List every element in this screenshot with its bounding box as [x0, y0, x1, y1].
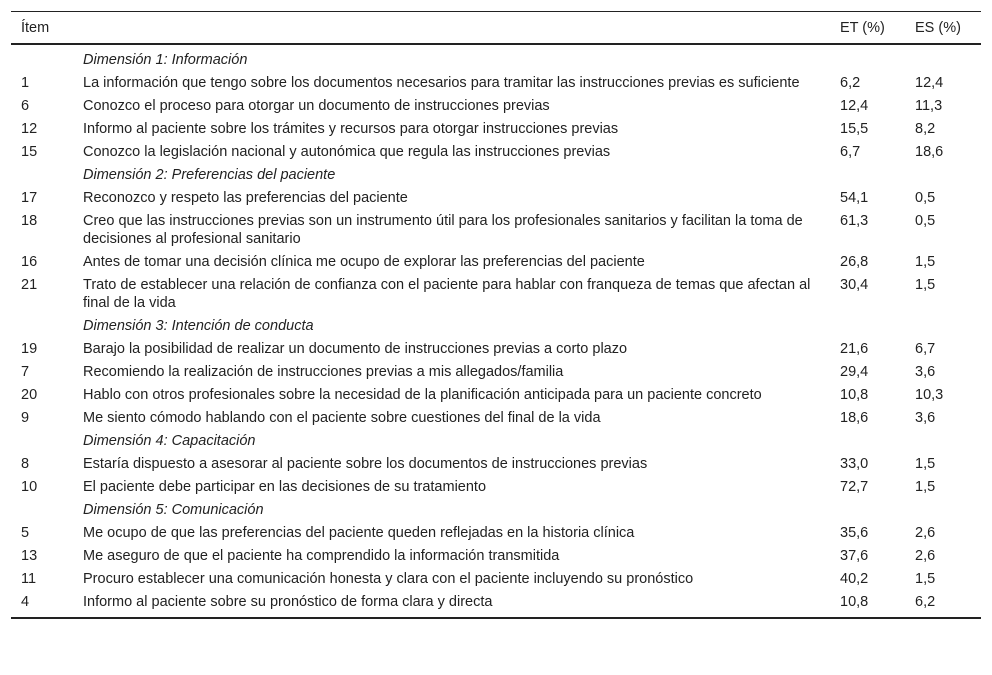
item-text: Hablo con otros profesionales sobre la necesidad de la planificación anticipada para un paciente concreto [83, 387, 762, 403]
header-item: Ítem [21, 20, 50, 36]
item-text: Creo que las instrucciones previas son un instrumento útil para los profesionales sanitarios y facilitan la toma de decisiones al profesional sanitario [83, 213, 803, 247]
es-value: 10,3 [915, 387, 944, 403]
item-number: 16 [21, 254, 38, 270]
et-value: 33,0 [840, 456, 869, 472]
table-row [11, 72, 981, 95]
item-number: 21 [21, 277, 38, 293]
es-value: 1,5 [915, 254, 936, 270]
section-row [11, 430, 981, 453]
item-number: 7 [21, 364, 30, 380]
item-number: 10 [21, 479, 38, 495]
table-row [11, 568, 981, 591]
table-row [11, 522, 981, 545]
section-title: Dimensión 3: Intención de conducta [83, 318, 314, 334]
section-title: Dimensión 5: Comunicación [83, 502, 264, 518]
es-value: 2,6 [915, 525, 936, 541]
item-text: Informo al paciente sobre su pronóstico de forma clara y directa [83, 594, 493, 610]
section-title: Dimensión 2: Preferencias del paciente [83, 167, 336, 183]
item-number: 6 [21, 98, 30, 114]
et-value: 6,2 [840, 75, 861, 91]
section-title: Dimensión 1: Información [83, 52, 248, 68]
item-text: Me ocupo de que las preferencias del paciente queden reflejadas en la historia clínica [83, 525, 635, 541]
item-text: Antes de tomar una decisión clínica me ocupo de explorar las preferencias del paciente [83, 254, 645, 270]
item-number: 13 [21, 548, 38, 564]
table-row [11, 361, 981, 384]
item-text: El paciente debe participar en las decisiones de su tratamiento [83, 479, 487, 495]
table-row [11, 141, 981, 164]
et-value: 30,4 [840, 277, 869, 293]
table-row [11, 187, 981, 210]
item-text: Me siento cómodo hablando con el paciente sobre cuestiones del final de la vida [83, 410, 601, 426]
table-row [11, 338, 981, 361]
section-row [11, 315, 981, 338]
et-value: 72,7 [840, 479, 869, 495]
et-value: 18,6 [840, 410, 869, 426]
es-value: 1,5 [915, 277, 936, 293]
item-number: 19 [21, 341, 38, 357]
item-text: Informo al paciente sobre los trámites y recursos para otorgar instrucciones previas [83, 121, 619, 137]
table-row [11, 384, 981, 407]
es-value: 12,4 [915, 75, 944, 91]
et-value: 40,2 [840, 571, 869, 587]
et-value: 15,5 [840, 121, 869, 137]
et-value: 61,3 [840, 213, 869, 229]
et-value: 6,7 [840, 144, 861, 160]
et-value: 29,4 [840, 364, 869, 380]
table-row [11, 118, 981, 141]
item-text: Reconozco y respeto las preferencias del paciente [83, 190, 408, 206]
item-number: 11 [21, 571, 37, 587]
es-value: 3,6 [915, 364, 936, 380]
item-text: Barajo la posibilidad de realizar un documento de instrucciones previas a corto plazo [83, 341, 628, 357]
item-number: 1 [21, 75, 30, 91]
table-row [11, 95, 981, 118]
et-value: 10,8 [840, 594, 869, 610]
item-text: Recomiendo la realización de instrucciones previas a mis allegados/familia [83, 364, 564, 380]
item-text: La información que tengo sobre los documentos necesarios para tramitar las instrucciones previas es suficiente [83, 75, 800, 91]
item-text: Me aseguro de que el paciente ha comprendido la información transmitida [83, 548, 560, 564]
es-value: 0,5 [915, 190, 936, 206]
table-row [11, 453, 981, 476]
et-value: 10,8 [840, 387, 869, 403]
item-number: 15 [21, 144, 38, 160]
table-row [11, 407, 981, 430]
et-value: 21,6 [840, 341, 869, 357]
item-number: 17 [21, 190, 38, 206]
item-text: Procuro establecer una comunicación honesta y clara con el paciente incluyendo su pronóstico [83, 571, 694, 587]
item-number: 8 [21, 456, 30, 472]
item-text: Estaría dispuesto a asesorar al paciente sobre los documentos de instrucciones previas [83, 456, 648, 472]
es-value: 3,6 [915, 410, 936, 426]
header-es: ES (%) [915, 20, 961, 36]
es-value: 2,6 [915, 548, 936, 564]
section-row [11, 49, 981, 72]
table-header [11, 12, 981, 45]
table-row [11, 476, 981, 499]
item-number: 5 [21, 525, 30, 541]
table-row [11, 545, 981, 568]
es-value: 6,7 [915, 341, 936, 357]
table-row [11, 251, 981, 274]
table-row [11, 591, 981, 614]
table-row [11, 274, 981, 315]
item-number: 12 [21, 121, 38, 137]
table-body [11, 45, 981, 619]
et-value: 12,4 [840, 98, 869, 114]
item-text: Trato de establecer una relación de confianza con el paciente para hablar con franqueza de temas que afectan al final de la vida [83, 277, 811, 311]
es-value: 1,5 [915, 479, 936, 495]
es-value: 1,5 [915, 456, 936, 472]
es-value: 11,3 [915, 98, 943, 114]
section-title: Dimensión 4: Capacitación [83, 433, 256, 449]
es-value: 8,2 [915, 121, 936, 137]
data-table [11, 11, 981, 619]
item-number: 9 [21, 410, 30, 426]
es-value: 18,6 [915, 144, 944, 160]
header-et: ET (%) [840, 20, 885, 36]
es-value: 1,5 [915, 571, 936, 587]
section-row [11, 164, 981, 187]
et-value: 35,6 [840, 525, 869, 541]
et-value: 37,6 [840, 548, 869, 564]
item-text: Conozco la legislación nacional y autonómica que regula las instrucciones previas [83, 144, 611, 160]
es-value: 6,2 [915, 594, 936, 610]
es-value: 0,5 [915, 213, 936, 229]
item-number: 18 [21, 213, 38, 229]
item-number: 4 [21, 594, 30, 610]
section-row [11, 499, 981, 522]
item-text: Conozco el proceso para otorgar un documento de instrucciones previas [83, 98, 550, 114]
et-value: 26,8 [840, 254, 869, 270]
table-row [11, 210, 981, 251]
et-value: 54,1 [840, 190, 869, 206]
item-number: 20 [21, 387, 38, 403]
